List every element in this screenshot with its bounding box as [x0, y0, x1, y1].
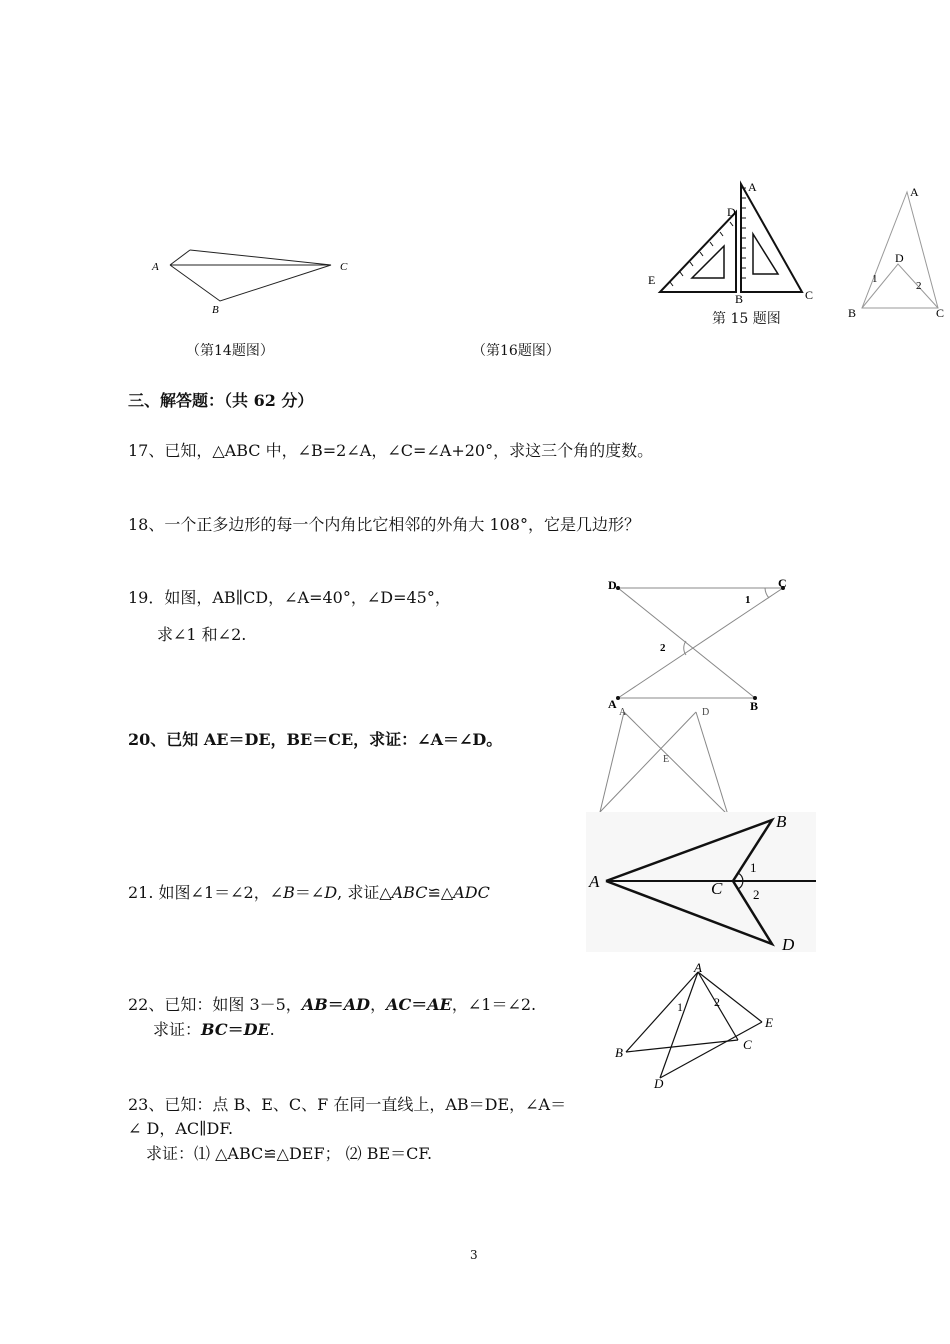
q21-post: , 求证△ — [337, 883, 392, 902]
question-23-line1: 23、已知：点 B、E、C、F 在同一直线上，AB＝DE，∠A＝ — [128, 1095, 567, 1114]
question-17: 17、已知，△ABC 中，∠B=2∠A，∠C=∠A+20°，求这三个角的度数。 — [128, 441, 654, 460]
q22-dot: . — [269, 1020, 275, 1039]
fig22-label-e: E — [765, 1015, 773, 1030]
fig-side-label-1: 1 — [872, 273, 878, 285]
fig22-label-2: 2 — [714, 995, 720, 1009]
q22-ad: AD — [343, 995, 371, 1014]
fig21-label-b: B — [776, 812, 787, 831]
fig15-caption: 第 15 题图 — [712, 311, 781, 327]
q22-pre: 22、已知：如图 3－5， — [128, 995, 302, 1014]
fig21-label-2: 2 — [753, 887, 760, 902]
q22-ab: AB — [301, 995, 328, 1014]
figure-19 — [600, 575, 800, 715]
fig21-label-d: D — [782, 935, 795, 954]
figure-14 — [140, 240, 370, 320]
q22-bc: BC — [201, 1020, 228, 1039]
fig14-caption: （第14题图） — [186, 343, 274, 359]
fig15-label-d: D — [727, 205, 736, 219]
fig14-label-a: A — [152, 261, 159, 273]
q21-adc: ADC — [453, 883, 490, 902]
question-20: 20、已知 AE＝DE，BE＝CE，求证：∠A＝∠D。 — [128, 730, 503, 749]
question-23-line3: 求证：⑴ △ABC≌△DEF； ⑵ BE＝CF. — [146, 1144, 433, 1163]
figure-side — [842, 180, 948, 325]
question-19-line1: 19．如图，AB∥CD，∠A=40°，∠D=45°， — [128, 588, 451, 607]
question-22-line2 — [153, 1017, 275, 1040]
fig22-label-1: 1 — [677, 1000, 683, 1014]
fig19-label-2: 2 — [660, 642, 666, 654]
q22-eq2: ＝ — [411, 995, 428, 1014]
q21-abc: ABC — [391, 883, 428, 902]
figure-22 — [610, 960, 785, 1090]
q21-pre: 21. 如图∠1＝∠2，∠ — [128, 883, 284, 902]
fig22-label-d: D — [654, 1076, 664, 1091]
q21-mid: ＝∠ — [294, 883, 325, 902]
page-number: 3 — [470, 1248, 478, 1262]
fig19-label-b: B — [750, 699, 759, 713]
fig14-label-c: C — [340, 261, 348, 273]
fig-side-label-d: D — [895, 251, 904, 265]
q22-ac: AC — [386, 995, 412, 1014]
fig22-label-a: A — [694, 960, 702, 975]
q21-d: D — [324, 883, 338, 902]
fig19-label-a: A — [608, 697, 617, 711]
figure-21 — [586, 812, 816, 952]
fig22-label-b: B — [615, 1045, 623, 1060]
question-18: 18、一个正多边形的每一个内角比它相邻的外角大 108°，它是几边形？ — [128, 515, 640, 534]
fig20-label-a: A — [619, 707, 627, 718]
fig15-label-b: B — [735, 292, 744, 306]
q22-sep1: ， — [370, 995, 387, 1014]
q22-post: ，∠1＝∠2. — [451, 995, 537, 1014]
fig-side-label-2: 2 — [916, 280, 922, 292]
fig15-label-a: A — [748, 180, 757, 194]
fig21-label-1: 1 — [750, 860, 757, 875]
q22-eq1: ＝ — [327, 995, 344, 1014]
fig21-label-a: A — [589, 872, 600, 891]
q22-ae: AE — [427, 995, 452, 1014]
question-22-line1 — [128, 992, 536, 1015]
section-title: 三、解答题：（共 62 分） — [128, 391, 314, 410]
fig16-caption: （第16题图） — [472, 343, 560, 359]
q22-de: DE — [243, 1020, 270, 1039]
fig22-label-c: C — [743, 1037, 752, 1052]
q22-eq3: ＝ — [227, 1020, 244, 1039]
fig19-label-d: D — [608, 578, 617, 592]
fig-side-label-c: C — [936, 306, 945, 320]
fig21-label-c: C — [711, 879, 723, 898]
fig19-label-1: 1 — [745, 594, 751, 606]
fig15-label-e: E — [648, 273, 656, 287]
question-21 — [128, 880, 490, 903]
fig-side-label-b: B — [848, 306, 857, 320]
fig14-label-b: B — [212, 304, 219, 316]
question-23-line2: ∠ D，AC∥DF. — [128, 1119, 234, 1138]
fig20-label-d: D — [702, 707, 710, 718]
question-19-line2: 求∠1 和∠2. — [157, 625, 247, 644]
fig-side-label-a: A — [910, 185, 919, 199]
figure-20 — [590, 700, 740, 830]
figure-15 — [640, 178, 830, 306]
fig19-label-c: C — [778, 576, 787, 590]
q22-proof-pre: 求证： — [153, 1020, 202, 1039]
fig20-label-e: E — [663, 754, 670, 765]
q21-b: B — [283, 883, 295, 902]
fig15-label-c: C — [805, 288, 814, 302]
q21-cong: ≌△ — [427, 883, 454, 902]
